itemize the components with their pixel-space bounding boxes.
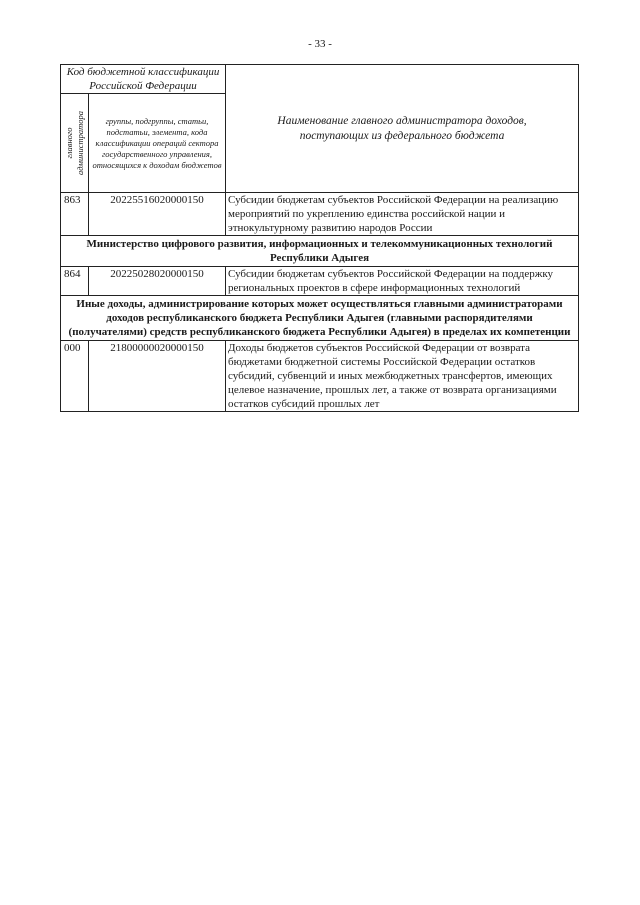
admin-code-header-label: главного администратора [63, 111, 85, 175]
table-row [61, 193, 579, 236]
admin-code-header [61, 94, 89, 193]
revenue-name-cell: Субсидии бюджетам субъектов Российской Федерации на реализацию мероприятий по укреплению единства российской нации и этнокультурному развитию народов России [226, 193, 579, 236]
revenue-name-cell: Субсидии бюджетам субъектов Российской Федерации на поддержку региональных проектов в сфере информационных технологий [226, 267, 579, 296]
admin-code-cell: 000 [61, 341, 89, 412]
table-row [61, 267, 579, 296]
admin-code-cell: 864 [61, 267, 89, 296]
section-title: Министерство цифрового развития, информационных и телекоммуникационных технологий Республики Адыгея [61, 236, 579, 267]
revenue-code-cell: 20225028020000150 [89, 267, 226, 296]
revenue-name-cell: Доходы бюджетов субъектов Российской Федерации от возврата бюджетами бюджетной системы Российской Федерации остатков субсидий, субвенций и иных межбюджетных трансфертов, имеющих целевое назначение, прошлых лет, а также от возврата организациями остатков субсидий прошлых лет [226, 341, 579, 412]
budget-classification-table [60, 64, 579, 412]
page-number: - 33 - [308, 38, 332, 50]
revenue-code-cell: 20225516020000150 [89, 193, 226, 236]
administrator-name-header: Наименование главного администратора доходов, поступающих из федерального бюджета [226, 65, 579, 193]
revenue-code-cell: 21800000020000150 [89, 341, 226, 412]
table-header-row [61, 65, 579, 94]
table-row [61, 341, 579, 412]
classification-header: Код бюджетной классификации Российской Федерации [61, 65, 226, 94]
admin-code-cell: 863 [61, 193, 89, 236]
section-title: Иные доходы, администрирование которых может осуществляться главными администраторами доходов республиканского бюджета Республики Адыгея (главными распорядителями (получателями) средств республиканского бюджета Республики Адыгея) в пределах их компетенции [61, 296, 579, 341]
section-row [61, 296, 579, 341]
section-row [61, 236, 579, 267]
revenue-code-header: группы, подгруппы, статьи, подстатьи, элемента, кода классификации операций сектора государственного управления, относящихся к доходам бюджетов [89, 94, 226, 193]
